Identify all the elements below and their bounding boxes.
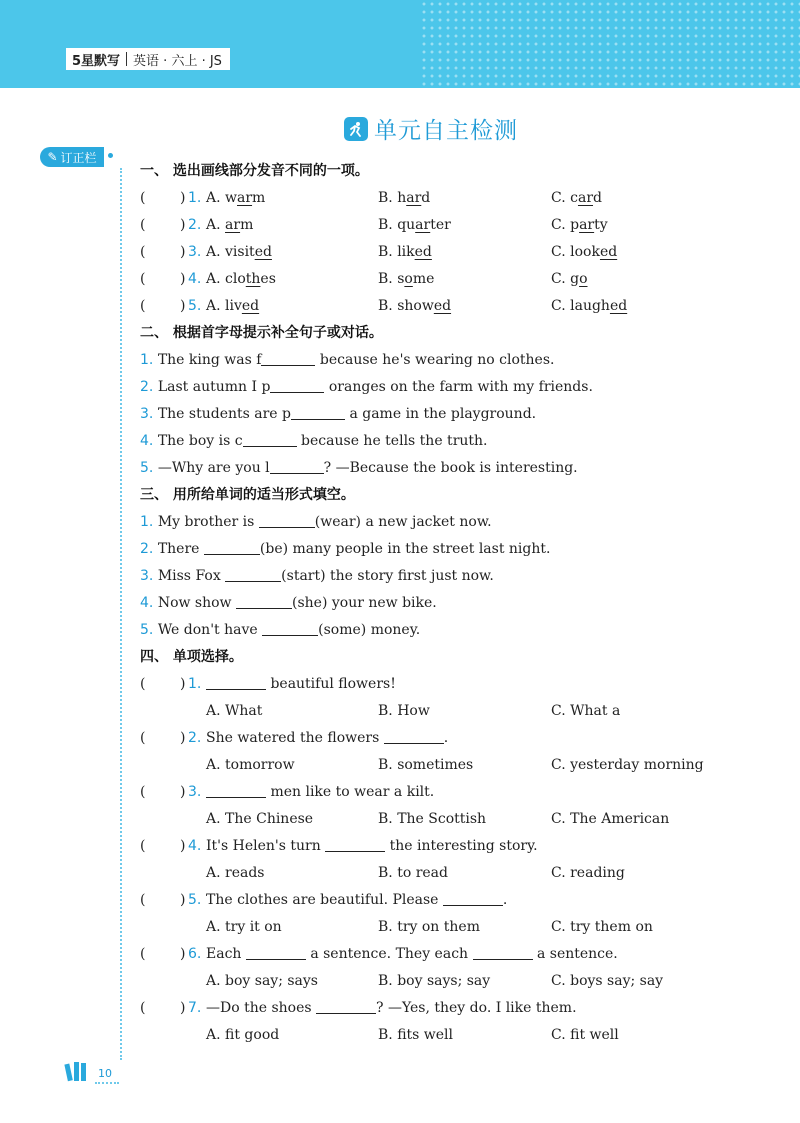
sentence-text: Miss Fox: [157, 568, 226, 584]
sentence-text: because he's wearing no clothes.: [315, 352, 555, 368]
answer-blank[interactable]: [291, 404, 345, 420]
section-1: [140, 185, 780, 320]
stem-text: —Do the shoes: [206, 1000, 317, 1016]
question-number: 6.: [188, 946, 202, 962]
question-number: 1.: [140, 514, 154, 530]
option-c: C. boys say; say: [551, 973, 664, 989]
answer-bracket[interactable]: ( ): [140, 671, 145, 698]
sentence-text: We don't have: [157, 622, 263, 638]
stem-text: a sentence. They each: [305, 946, 473, 962]
bracket-close: ): [180, 676, 186, 692]
sentence-row: [140, 536, 780, 563]
underlined-part: ed: [599, 244, 618, 260]
sentence: [140, 428, 488, 455]
option-b: B. fits well: [378, 1027, 454, 1043]
answer-bracket[interactable]: ( ): [140, 779, 145, 806]
header-label: [66, 48, 230, 70]
answer-blank[interactable]: [316, 998, 376, 1014]
sentence-text: a game in the playground.: [345, 406, 537, 422]
option-a: A. reads: [206, 865, 265, 881]
stem-text: The clothes are beautiful. Please: [206, 892, 443, 908]
question-number: 1.: [140, 352, 154, 368]
option-c: C. try them on: [551, 919, 653, 935]
sentence-text: The boy is c: [157, 433, 243, 449]
option-b: [378, 239, 432, 266]
option-text: C. laugh: [551, 298, 610, 314]
bracket-close: ): [180, 244, 186, 260]
option-text: B. h: [378, 190, 407, 206]
books-icon: [64, 1060, 94, 1082]
sentence: [140, 401, 536, 428]
bracket-close: ): [180, 784, 186, 800]
question-row: [140, 293, 780, 320]
bracket-close: ): [180, 190, 186, 206]
option-b: [378, 185, 430, 212]
answer-blank[interactable]: [473, 944, 533, 960]
underlined-part: ed: [609, 298, 628, 314]
sentence-row: [140, 428, 780, 455]
answer-blank[interactable]: [443, 890, 503, 906]
option-c: [551, 266, 588, 293]
answer-blank[interactable]: [270, 458, 324, 474]
answer-blank[interactable]: [384, 728, 444, 744]
answer-bracket[interactable]: ( ): [140, 266, 145, 293]
sentence: [140, 347, 554, 374]
sentence-text: (some) money.: [318, 622, 421, 638]
bracket-close: ): [180, 946, 186, 962]
answer-blank[interactable]: [270, 377, 324, 393]
sentence-row: [140, 455, 780, 482]
option-text: C. look: [551, 244, 600, 260]
answer-bracket[interactable]: ( ): [140, 239, 145, 266]
question-stem: [206, 671, 396, 698]
question-number: 4.: [188, 838, 202, 854]
question-row: [140, 239, 780, 266]
sentence: [140, 374, 593, 401]
answer-bracket[interactable]: ( ): [140, 293, 145, 320]
bracket-close: ): [180, 1000, 186, 1016]
stem-text: the interesting story.: [385, 838, 538, 854]
question-number: 2.: [140, 541, 154, 557]
question-number: 1.: [188, 190, 202, 206]
sentence-text: Last autumn I p: [157, 379, 271, 395]
question-number: 3.: [188, 784, 202, 800]
answer-blank[interactable]: [262, 620, 318, 636]
sentence-row: [140, 401, 780, 428]
answer-bracket[interactable]: ( ): [140, 833, 145, 860]
question-number: 5.: [188, 298, 202, 314]
sentence-row: [140, 590, 780, 617]
sentence-row: [140, 347, 780, 374]
option-text: ter: [430, 217, 451, 233]
option-text: ty: [594, 217, 608, 233]
sentence-text: The king was f: [157, 352, 262, 368]
page-number: 10: [98, 1067, 112, 1080]
answer-blank[interactable]: [206, 674, 266, 690]
option-b: [378, 293, 451, 320]
answer-blank[interactable]: [261, 350, 315, 366]
sentence-text: oranges on the farm with my friends.: [324, 379, 593, 395]
bracket-close: ): [180, 271, 186, 287]
answer-blank[interactable]: [206, 782, 266, 798]
option-c: [551, 212, 608, 239]
underlined-part: o: [404, 271, 413, 287]
question-stem: [206, 833, 538, 860]
option-c: [551, 293, 627, 320]
section-heading: 三、 用所给单词的适当形式填空。: [140, 487, 355, 503]
question-number: 2.: [188, 730, 202, 746]
option-text: d: [593, 190, 602, 206]
correction-column-label: 订正栏: [60, 150, 97, 165]
option-b: B. to read: [378, 865, 448, 881]
question-row: [140, 887, 780, 914]
option-text: C. g: [551, 271, 580, 287]
tag-dot: [108, 153, 113, 158]
stem-text: beautiful flowers!: [266, 676, 396, 692]
option-a: A. The Chinese: [206, 811, 314, 827]
option-text: C. p: [551, 217, 580, 233]
question-number: 2.: [188, 217, 202, 233]
header-divider: [126, 52, 127, 66]
option-c: C. reading: [551, 865, 625, 881]
stem-text: Each: [206, 946, 246, 962]
question-number: 4.: [188, 271, 202, 287]
answer-blank[interactable]: [225, 566, 281, 582]
option-text: B. qu: [378, 217, 416, 233]
option-text: A.: [206, 217, 226, 233]
bracket-close: ): [180, 217, 186, 233]
underlined-part: ar: [237, 190, 253, 206]
section-heading: 四、 单项选择。: [140, 649, 243, 665]
question-row: [140, 995, 780, 1022]
bracket-close: ): [180, 892, 186, 908]
answer-bracket[interactable]: ( ): [140, 887, 145, 914]
pencil-icon: ✎: [47, 150, 58, 164]
footer-dots: [95, 1082, 119, 1084]
correction-column-tag: [40, 147, 104, 167]
question-number: 2.: [140, 379, 154, 395]
question-row: [140, 212, 780, 239]
question-number: 4.: [140, 595, 154, 611]
option-text: B. s: [378, 271, 405, 287]
answer-bracket[interactable]: ( ): [140, 941, 145, 968]
options-row: [140, 1022, 780, 1049]
question-row: [140, 941, 780, 968]
sentence: [140, 455, 578, 482]
question-number: 3.: [188, 244, 202, 260]
section-3: [140, 509, 780, 644]
section-2: [140, 347, 780, 482]
question-number: 7.: [188, 1000, 202, 1016]
underlined-part: ar: [579, 217, 595, 233]
option-a: [206, 266, 276, 293]
sentence-text: (wear) a new jacket now.: [314, 514, 492, 530]
option-text: d: [421, 190, 431, 206]
sentence-text: —Why are you l: [157, 460, 270, 476]
underlined-part: ar: [577, 190, 594, 206]
sentence-text: (she) your new bike.: [292, 595, 437, 611]
option-a: [206, 185, 265, 212]
underlined-part: th: [245, 271, 261, 287]
option-a: A. boy say; says: [206, 973, 318, 989]
answer-blank[interactable]: [204, 539, 260, 555]
option-text: es: [260, 271, 276, 287]
question-row: [140, 833, 780, 860]
option-c: C. yesterday morning: [551, 757, 704, 773]
stem-text: .: [443, 730, 449, 746]
question-number: 3.: [140, 406, 154, 422]
option-b: B. How: [378, 703, 430, 719]
option-a: [206, 239, 272, 266]
question-number: 4.: [140, 433, 154, 449]
options-row: [140, 914, 780, 941]
worksheet: [140, 158, 780, 1049]
title-text: 单元自主检测: [374, 118, 518, 144]
question-number: 5.: [140, 460, 154, 476]
underlined-part: ar: [406, 190, 422, 206]
brand-name: 5星默写: [72, 53, 121, 69]
option-b: B. sometimes: [378, 757, 474, 773]
option-text: m: [252, 190, 266, 206]
options-row: [140, 806, 780, 833]
sentence-text: ? —Because the book is interesting.: [323, 460, 578, 476]
header-bar: [0, 0, 800, 88]
options-row: [140, 968, 780, 995]
option-c: C. The American: [551, 811, 670, 827]
sentence-row: [140, 563, 780, 590]
header-dot-pattern: [420, 0, 800, 88]
underlined-part: ed: [254, 244, 272, 260]
options-row: [140, 860, 780, 887]
answer-blank[interactable]: [246, 944, 306, 960]
answer-blank[interactable]: [236, 593, 292, 609]
option-b: B. try on them: [378, 919, 480, 935]
sentence-text: (be) many people in the street last night.: [259, 541, 551, 557]
option-a: A. try it on: [206, 919, 282, 935]
bracket-close: ): [180, 838, 186, 854]
sentence-text: My brother is: [157, 514, 259, 530]
question-number: 3.: [140, 568, 154, 584]
question-stem: [206, 779, 434, 806]
option-a: A. What: [206, 703, 263, 719]
option-a: A. fit good: [206, 1027, 280, 1043]
sentence-row: [140, 509, 780, 536]
option-text: A. liv: [206, 298, 242, 314]
options-row: [140, 752, 780, 779]
question-number: 5.: [188, 892, 202, 908]
answer-blank[interactable]: [325, 836, 385, 852]
option-b: B. The Scottish: [378, 811, 487, 827]
underlined-part: ar: [415, 217, 431, 233]
question-row: [140, 725, 780, 752]
sentence: [140, 617, 420, 644]
options-row: [140, 698, 780, 725]
option-c: C. What a: [551, 703, 621, 719]
sentence: [140, 536, 550, 563]
sentence: [140, 509, 492, 536]
option-text: A. w: [206, 190, 237, 206]
subject-label: 英语 · 六上 · JS: [133, 53, 222, 69]
stem-text: It's Helen's turn: [206, 838, 326, 854]
answer-bracket[interactable]: ( ): [140, 995, 145, 1022]
underlined-part: ed: [414, 244, 432, 260]
question-number: 1.: [188, 676, 202, 692]
question-row: [140, 266, 780, 293]
sentence: [140, 590, 437, 617]
option-text: B. show: [378, 298, 434, 314]
answer-blank[interactable]: [259, 512, 315, 528]
bracket-close: ): [180, 298, 186, 314]
sentence-row: [140, 374, 780, 401]
answer-bracket[interactable]: ( ): [140, 725, 145, 752]
runner-icon: [344, 117, 368, 141]
sentence-row: [140, 617, 780, 644]
question-row: [140, 185, 780, 212]
sentence-text: There: [157, 541, 204, 557]
option-c: [551, 185, 602, 212]
underlined-part: ed: [241, 298, 260, 314]
option-a: A. tomorrow: [206, 757, 295, 773]
answer-blank[interactable]: [243, 431, 297, 447]
option-text: B. lik: [378, 244, 415, 260]
option-text: C. c: [551, 190, 578, 206]
stem-text: She watered the flowers: [206, 730, 384, 746]
stem-text: men like to wear a kilt.: [266, 784, 435, 800]
question-stem: [206, 725, 448, 752]
option-c: C. fit well: [551, 1027, 619, 1043]
option-c: [551, 239, 617, 266]
option-b: B. boy says; say: [378, 973, 491, 989]
question-number: 5.: [140, 622, 154, 638]
question-stem: [206, 941, 618, 968]
sentence-text: The students are p: [157, 406, 291, 422]
option-text: m: [240, 217, 254, 233]
question-row: [140, 779, 780, 806]
option-a: [206, 293, 259, 320]
answer-bracket[interactable]: ( ): [140, 185, 145, 212]
section-heading: 二、 根据首字母提示补全句子或对话。: [140, 325, 383, 341]
option-text: A. visit: [206, 244, 255, 260]
underlined-part: ed: [433, 298, 452, 314]
option-text: A. clo: [206, 271, 246, 287]
bracket-close: ): [180, 730, 186, 746]
option-text: me: [412, 271, 435, 287]
question-row: [140, 671, 780, 698]
sentence-text: Now show: [157, 595, 236, 611]
sentence-text: (start) the story first just now.: [281, 568, 494, 584]
underlined-part: ar: [225, 217, 241, 233]
page-title: [344, 112, 518, 145]
question-stem: [206, 887, 507, 914]
margin-divider: [120, 168, 122, 1060]
stem-text: a sentence.: [532, 946, 618, 962]
sentence-text: because he tells the truth.: [296, 433, 488, 449]
option-a: [206, 212, 253, 239]
option-b: [378, 212, 451, 239]
option-b: [378, 266, 434, 293]
answer-bracket[interactable]: ( ): [140, 212, 145, 239]
section-heading: 一、 选出画线部分发音不同的一项。: [140, 163, 369, 179]
question-stem: [206, 995, 577, 1022]
section-4: [140, 671, 780, 1049]
stem-text: ? —Yes, they do. I like them.: [376, 1000, 577, 1016]
stem-text: .: [502, 892, 508, 908]
sentence: [140, 563, 494, 590]
underlined-part: o: [579, 271, 588, 287]
